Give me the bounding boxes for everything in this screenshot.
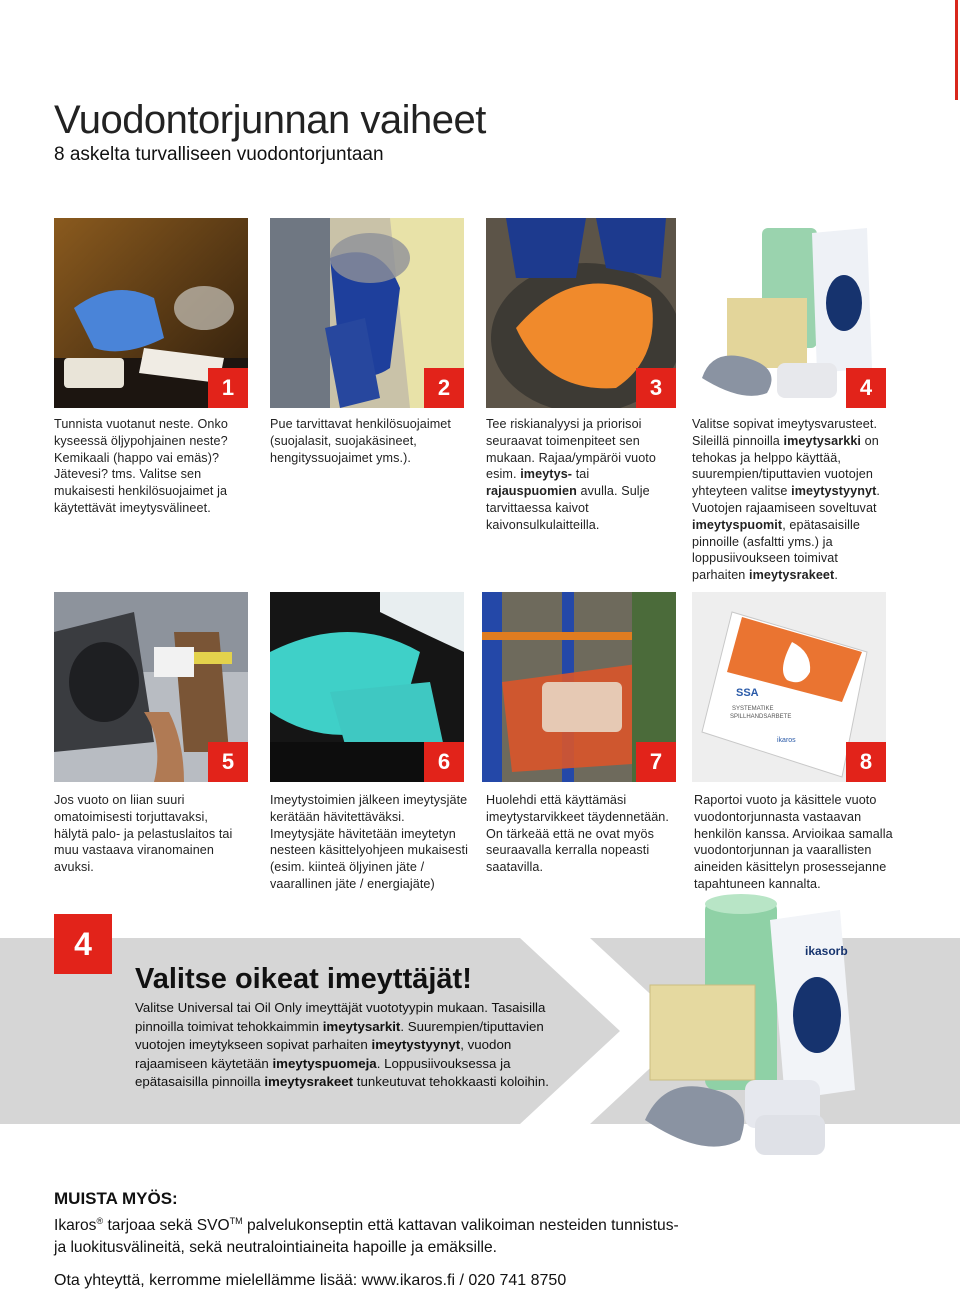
step-4-number-badge: 4 xyxy=(846,368,886,408)
step-5-caption: Jos vuoto on liian suuri omatoimisesti torjuttavaksi, hälytä palo- ja pelastuslaitos tai muu vastaava viranomainen avuksi. xyxy=(54,793,233,875)
step-6-caption: Imeytystoimien jälkeen imeytysjäte kerätään hävitettäväksi. Imeytysjäte hävitetään imeytetyn nesteen käsittelyohjeen mukaisesti (esim. kiinteä öljyinen jäte / vaarallinen jäte / energiajäte) xyxy=(270,793,469,891)
accent-line xyxy=(955,0,958,100)
ssa-label-2: SYSTEMATIKE xyxy=(732,706,774,712)
page-subtitle: 8 askelta turvalliseen vuodontorjuntaan xyxy=(54,144,384,165)
ssa-label: SSA xyxy=(736,687,759,699)
step-5-number-badge: 5 xyxy=(208,742,248,782)
step-4-caption: Valitse sopivat imeytysvarusteet. Sileillä pinnoilla imeytysarkki on tehokas ja helppo käyttää, suurempien/tiputtavien vuotojen yhteyteen valitse imeytystyynyt. Vuotojen rajaamiseen soveltuvat imeytyspuomit, epätasaisille pinnoille (asfaltti yms.) ja loppusiivoukseen toimivat parhaiten imeytysrakeet. xyxy=(692,417,881,583)
step-1-caption: Tunnista vuotanut neste. Onko kyseessä öljypohjainen neste? Kemikaali (happo vai emäs)? Jätevesi? tms. Valitse sen mukaisesti henkilösuojaimet ja käytettävät imeytysvälineet. xyxy=(54,417,228,515)
step-7-number-badge: 7 xyxy=(636,742,676,782)
products-photo xyxy=(645,890,875,1165)
muista-title: MUISTA MYÖS: xyxy=(54,1189,178,1208)
contact-line: Ota yhteyttä, kerromme mielellämme lisää: www.ikaros.fi / 020 741 8750 xyxy=(54,1272,567,1289)
muista-text: Ikaros® tarjoaa sekä SVO™ palvelukonseptin että kattavan valikoiman nesteiden tunnistus- ja luokitusvälineitä, sekä neutralointiaineita hapoille ja emäksille. xyxy=(54,1216,679,1257)
ikasorb-label: ikasorb xyxy=(805,944,848,958)
step-2-caption: Pue tarvittavat henkilösuojaimet (suojalasit, suojakäsineet, hengityssuojaimet yms.). xyxy=(270,417,452,465)
step-1-number-badge: 1 xyxy=(208,368,248,408)
band-title: Valitse oikeat imeyttäjät! xyxy=(135,963,472,995)
band-text: Valitse Universal tai Oil Only imeyttäjät vuototyypin mukaan. Tasaisilla pinnoilla toimivat tehokkaimmin imeytysarkit. Suurempien/tiputtavien vuotojen imeytykseen sopivat parhaiten imeytystyynyt, vuodon rajaamiseen käytetään imeytyspuomeja. Loppusiivouksessa ja epätasaisilla pinnoilla imeytysrakeet tunkeutuvat tehokkaasti koloihin. xyxy=(135,1000,549,1090)
step-8-number-badge: 8 xyxy=(846,742,886,782)
page-title: Vuodontorjunnan vaiheet xyxy=(54,98,486,142)
step-6-number-badge: 6 xyxy=(424,742,464,782)
band-number-badge: 4 xyxy=(54,914,112,974)
step-3-caption: Tee riskianalyysi ja priorisoi seuraavat toimenpiteet sen mukaan. Rajaa/ympäröi vuoto esim. imeytys- tai rajauspuomien avulla. Sulje tarvittaessa kaivot kaivonsulkulaitteilla. xyxy=(486,417,657,532)
step-7-caption: Huolehdi että käyttämäsi imeytystarvikkeet täydennetään. On tärkeää että ne ovat myös seuraavalla kerralla nopeasti saatavilla. xyxy=(486,793,670,875)
step-8-caption: Raportoi vuoto ja käsittele vuoto vuodontorjunnasta vastaavan henkilön kanssa. Arvioikaa samalla vuodontorjunnan ja vaarallisten aineiden käsittelyn prosessejanne tapahtuneen kannalta. xyxy=(694,793,893,891)
step-3-number-badge: 3 xyxy=(636,368,676,408)
step-2-number-badge: 2 xyxy=(424,368,464,408)
ssa-label-3: SPILLHANDSARBETE xyxy=(730,714,792,720)
ssa-brand: ikaros xyxy=(777,737,796,744)
